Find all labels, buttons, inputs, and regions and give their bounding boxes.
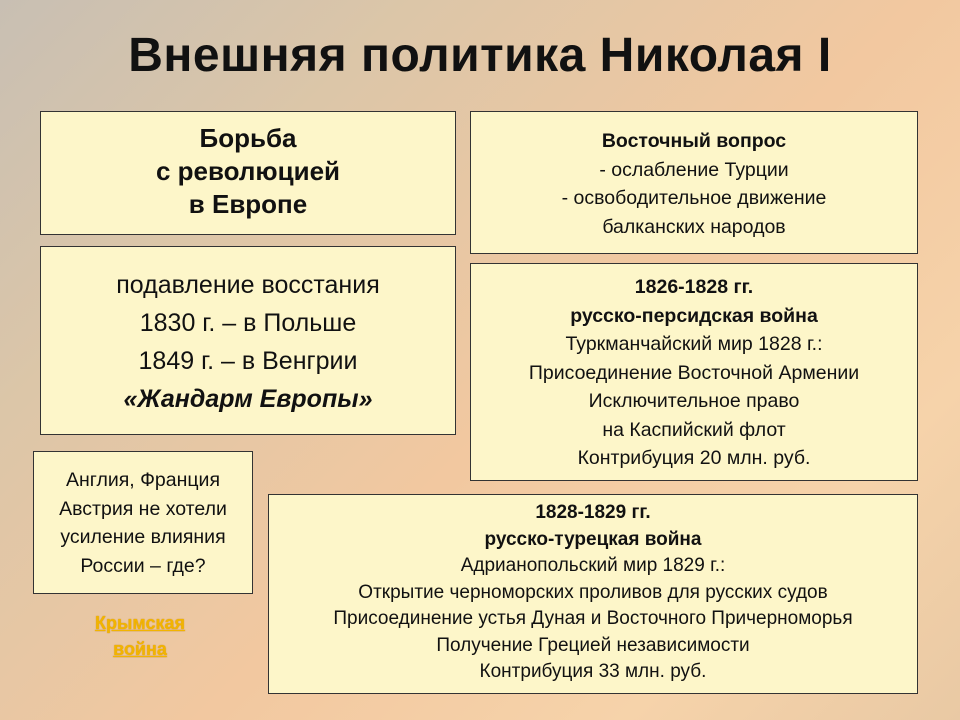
- crimean-war-link-line-2: война: [113, 639, 167, 659]
- revolution-line-3: в Европе: [188, 189, 308, 219]
- persian-line-2: Присоединение Восточной Армении: [528, 361, 860, 384]
- european-powers-box: [33, 451, 253, 594]
- suppression-line-3: 1849 г. – в Венгрии: [138, 347, 358, 375]
- russo-persian-war-box: [470, 263, 918, 481]
- eastern-line-1: - ослабление Турции: [599, 158, 789, 181]
- turkish-line-2: Открытие черноморских проливов для русских судов: [358, 581, 828, 603]
- persian-line-4: на Каспийский флот: [602, 418, 786, 441]
- revolution-line-2: с революцией: [155, 156, 341, 186]
- turkish-war-dates: 1828-1829 гг.: [535, 502, 651, 523]
- suppression-line-1: подавление восстания: [116, 271, 380, 299]
- crimean-war-link-line-1: Крымская: [95, 613, 185, 633]
- turkish-line-1: Адрианопольский мир 1829 г.:: [460, 555, 726, 576]
- revolution-line-1: Борьба: [199, 123, 297, 153]
- powers-line-2: Австрия не хотели: [59, 497, 227, 520]
- suppression-line-2: 1830 г. – в Польше: [139, 309, 357, 337]
- powers-line-4: России – где?: [80, 554, 206, 577]
- eastern-question-heading: Восточный вопрос: [601, 130, 787, 152]
- page-title: Внешняя политика Николая I: [128, 29, 832, 82]
- persian-line-1: Туркманчайский мир 1828 г.:: [565, 333, 823, 355]
- gendarme-of-europe: «Жандарм Европы»: [123, 385, 373, 413]
- revolution-struggle-box: [40, 111, 456, 235]
- persian-line-3: Исключительное право: [588, 390, 800, 412]
- russo-turkish-war-box: [268, 494, 918, 694]
- persian-line-5: Контрибуция 20 млн. руб.: [577, 447, 811, 469]
- suppression-box: [40, 246, 456, 435]
- powers-line-3: усиление влияния: [60, 526, 226, 548]
- turkish-line-4: Получение Грецией независимости: [436, 634, 750, 656]
- powers-line-1: Англия, Франция: [65, 469, 221, 491]
- eastern-question-box: [470, 111, 918, 254]
- crimean-war-link[interactable]: [70, 610, 210, 662]
- persian-war-title: русско-персидская война: [570, 304, 818, 327]
- turkish-line-3: Присоединение устья Дуная и Восточного Причерноморья: [333, 608, 853, 629]
- turkish-line-5: Контрибуция 33 млн. руб.: [479, 661, 707, 682]
- eastern-line-2: - освободительное движение: [561, 187, 827, 209]
- turkish-war-title: русско-турецкая война: [484, 528, 702, 550]
- eastern-line-3: балканских народов: [602, 215, 786, 238]
- persian-war-dates: 1826-1828 гг.: [634, 276, 754, 298]
